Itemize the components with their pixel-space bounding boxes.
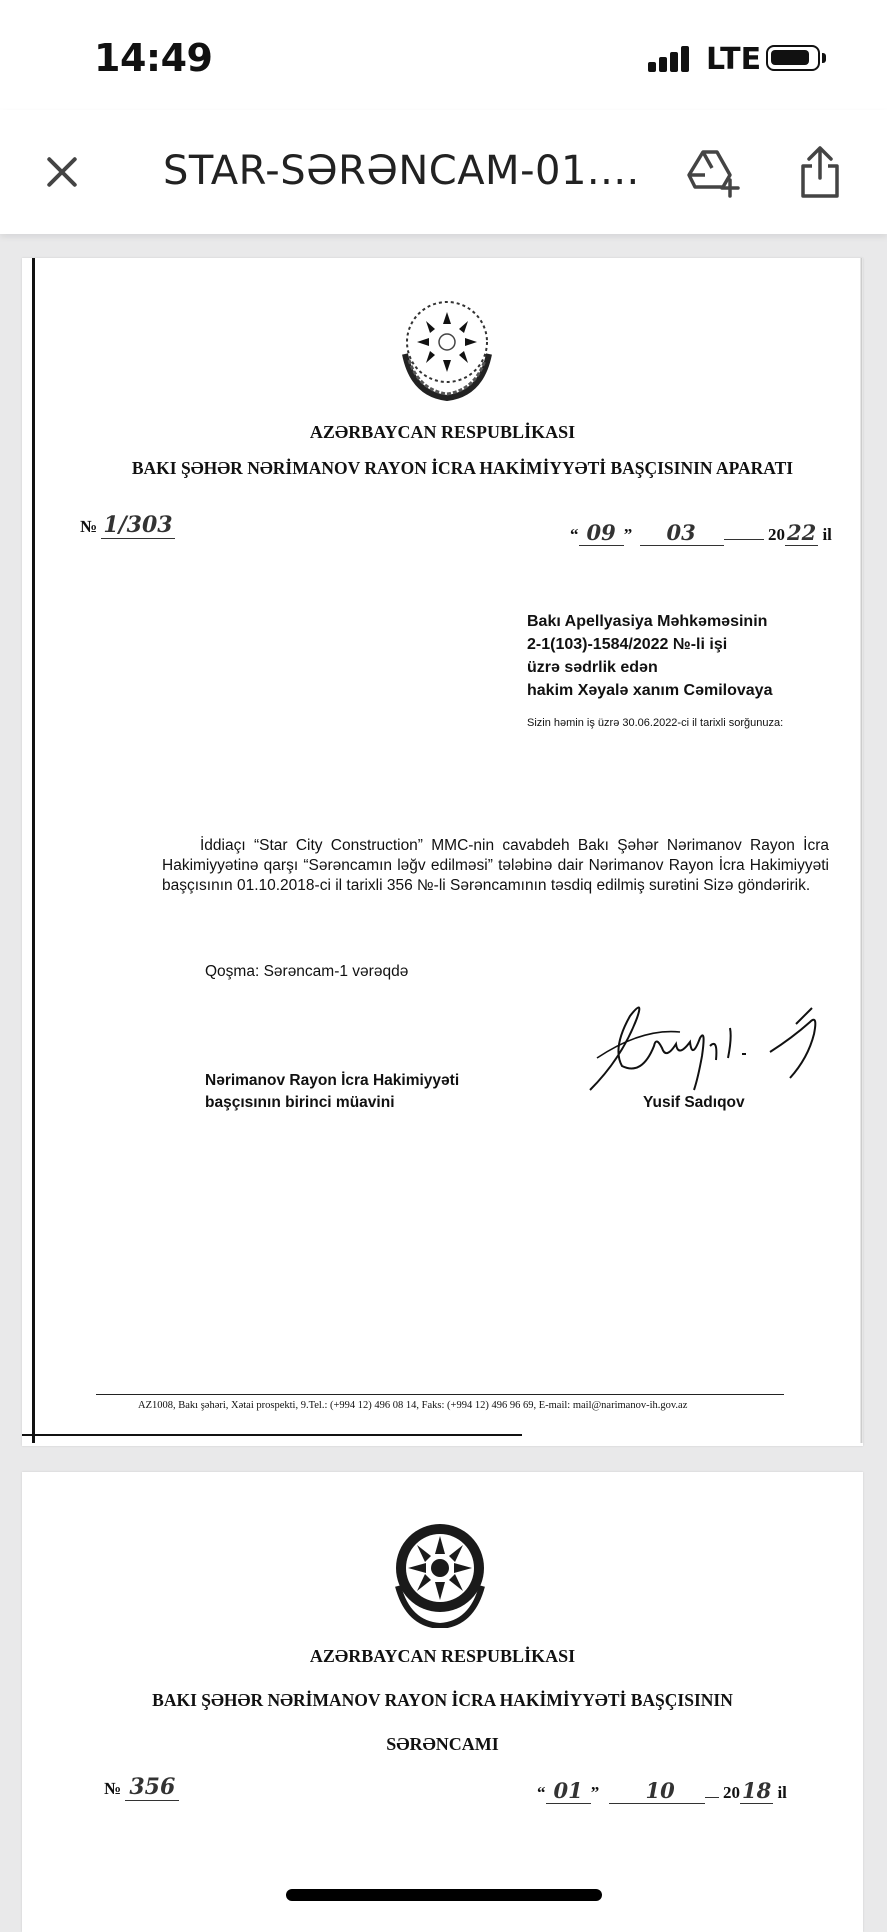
letter-date: “ 09 ” 03 2022 il [570, 520, 832, 545]
signer-position-line: başçısının birinci müavini [205, 1094, 395, 1111]
number-prefix: № [80, 517, 98, 536]
document-title: STAR-SƏRƏNCAM-01.... [163, 148, 640, 194]
document-page-2 [22, 1472, 863, 1932]
share-icon[interactable] [798, 144, 842, 200]
document-type-heading: SƏRƏNCAMI [386, 1734, 499, 1754]
order-date: “ 01 ” 10 2018 il [537, 1778, 787, 1803]
scan-bottom-line [22, 1432, 522, 1438]
date-day: 09 [579, 520, 624, 546]
status-time: 14:49 [94, 36, 213, 80]
signer-position [205, 1070, 459, 1114]
date-year-suffix: 22 [786, 520, 817, 545]
network-type: LTE [706, 42, 762, 77]
number-value: 1/303 [103, 512, 173, 538]
signer-name: Yusif Sadıqov [643, 1094, 745, 1111]
date-month: 03 [640, 520, 723, 546]
status-bar [0, 0, 887, 110]
letter-body: İddiaçı “Star City Construction” MMC-nin cavabdeh Bakı Şəhər Nərimanov Rayon İcra Hakimiyyətinə qarşı “Sərəncamın ləğv edilməsi” tələbinə dair Nərimanov Rayon İcra Hakimiyyəti başçısının 01.10.2018-ci il tarixli 356 №-li Sərəncamının təsdiq edilmiş surətini Sizə göndəririk. [162, 837, 829, 894]
date-month: 10 [609, 1778, 704, 1804]
addressee-line: 2-1(103)-1584/2022 №-li işi [527, 636, 728, 653]
date-il: il [822, 525, 832, 544]
office-heading: BAKI ŞƏHƏR NƏRİMANOV RAYON İCRA HAKİMİYYƏTİ BAŞÇISININ APARATI [131, 458, 794, 478]
addressee-line: Bakı Apellyasiya Məhkəməsinin [527, 613, 768, 630]
footer-divider [96, 1394, 784, 1395]
handwritten-signature [582, 998, 842, 1098]
republic-heading: AZƏRBAYCAN RESPUBLİKASI [309, 422, 576, 442]
viewer-toolbar [0, 110, 887, 234]
office-heading: BAKI ŞƏHƏR NƏRİMANOV RAYON İCRA HAKİMİYYƏTİ BAŞÇISININ [152, 1690, 733, 1710]
reference-note: Sizin həmin iş üzrə 30.06.2022-ci il tarixli sorğunuza: [527, 717, 784, 729]
number-value: 356 [125, 1774, 179, 1801]
republic-heading: AZƏRBAYCAN RESPUBLİKASI [309, 1646, 576, 1666]
date-year-suffix: 18 [741, 1778, 772, 1803]
outgoing-number [80, 512, 175, 538]
addressee-line: üzrə sədrlik edən [527, 659, 658, 676]
close-icon[interactable] [42, 152, 82, 192]
addressee-line: hakim Xəyalə xanım Cəmilovaya [527, 682, 773, 699]
date-year-prefix: 20 [722, 1783, 740, 1802]
attachment-note: Qoşma: Sərəncam-1 vərəqdə [205, 963, 409, 980]
signer-position-line: Nərimanov Rayon İcra Hakimiyyəti [205, 1072, 460, 1089]
document-page-1 [22, 258, 863, 1446]
order-number [104, 1774, 179, 1800]
add-to-drive-icon[interactable] [686, 146, 742, 198]
state-emblem-icon [395, 294, 499, 404]
date-year-prefix: 20 [767, 525, 785, 544]
state-emblem-icon [392, 1524, 488, 1628]
footer-address: AZ1008, Bakı şəhəri, Xətai prospekti, 9.Tel.: (+994 12) 496 08 14, Faks: (+994 12) 496 96 69, E-mail: mail@narimanov-ih.gov.az [138, 1400, 688, 1411]
date-day: 01 [546, 1778, 591, 1804]
number-prefix: № [104, 1779, 122, 1798]
battery-icon [766, 45, 820, 71]
addressee-block [527, 610, 772, 702]
date-il: il [777, 1783, 787, 1802]
home-indicator[interactable] [286, 1889, 602, 1901]
